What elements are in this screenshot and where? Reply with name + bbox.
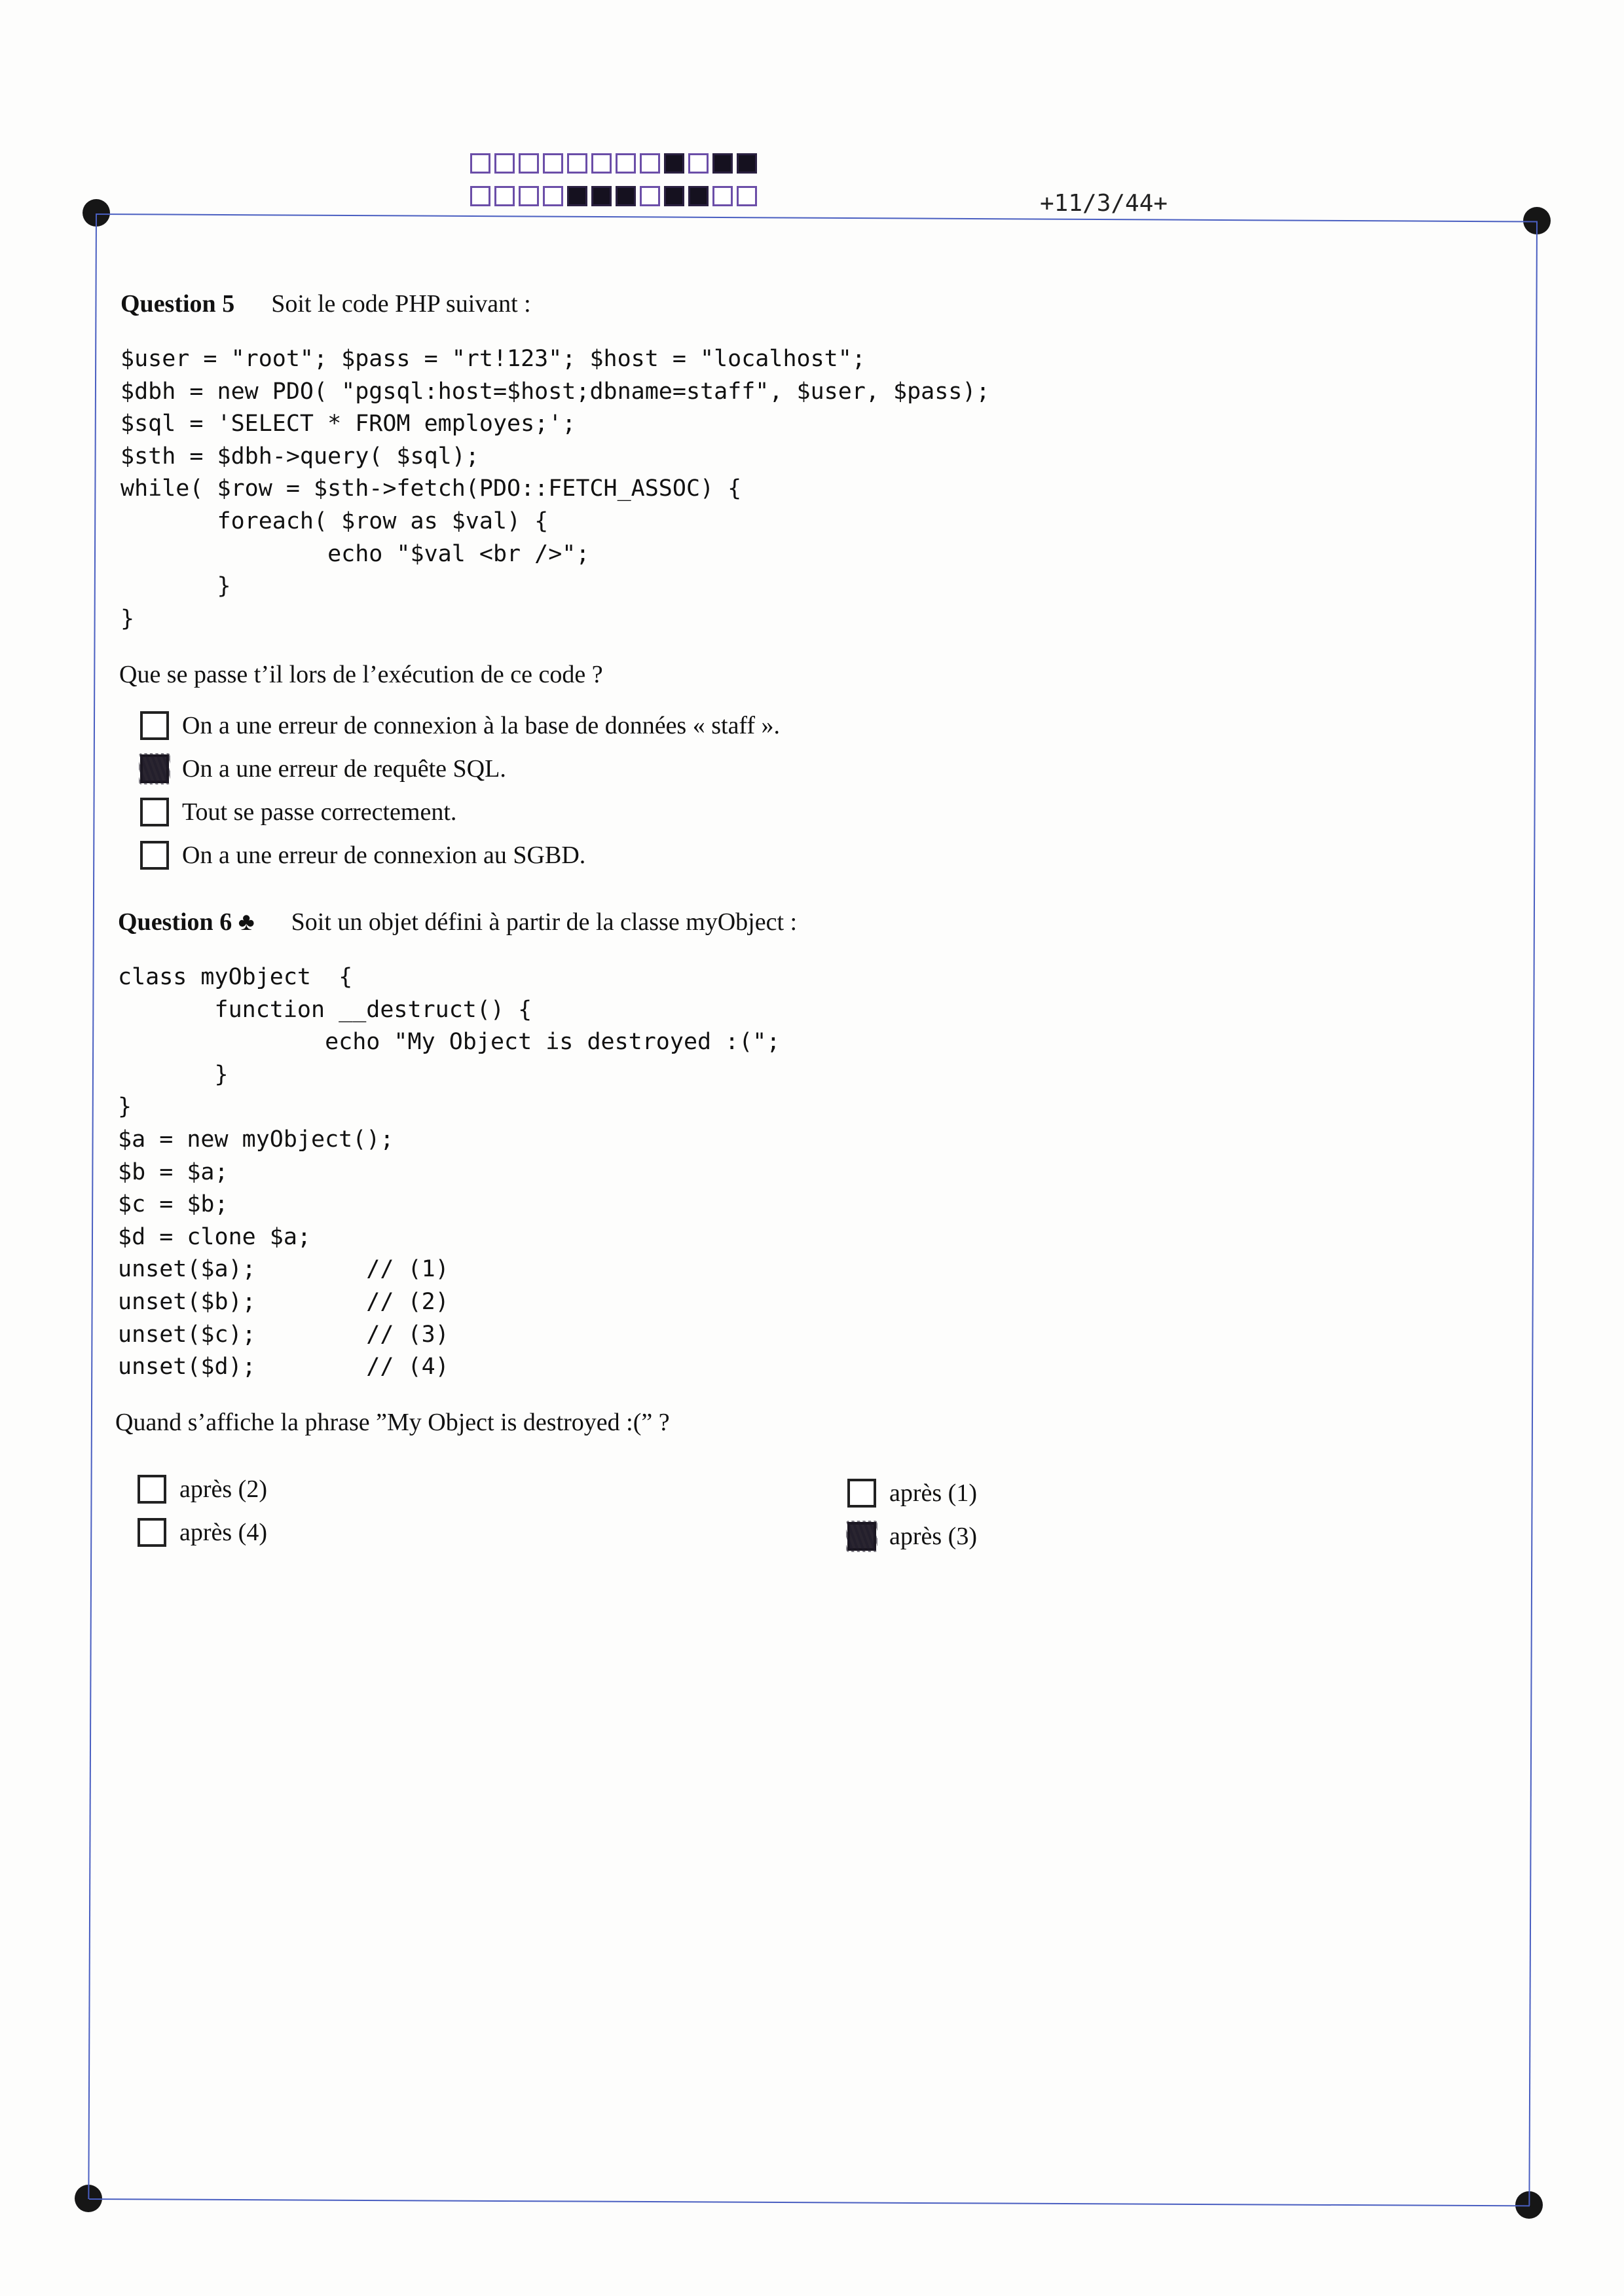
id-cell [688,153,709,174]
checkbox[interactable] [847,1522,876,1551]
question-6-option-1[interactable] [138,1475,267,1504]
id-cell [664,186,684,206]
id-cell [567,153,587,174]
checkbox[interactable] [140,798,169,826]
question-6-option-2[interactable] [138,1518,267,1547]
option-label: On a une erreur de connexion au SGBD. [182,842,586,869]
id-cell [737,186,757,206]
id-cell [616,186,636,206]
id-cell [494,153,515,174]
checkbox[interactable] [138,1475,166,1504]
question-6-code: class myObject { function __destruct() { echo "My Object is destroyed :("; } } $a = new myObject(); $b = $a; $c = $b; $d = clone $a; unset($a); // (1) unset($b); // (2) unset($c); // (3) unset($d); // (4) [118,964,781,1380]
student-id-row-2 [470,186,761,206]
id-cell [664,153,684,174]
id-cell [519,153,539,174]
id-cell [470,153,490,174]
checkbox[interactable] [140,711,169,740]
question-5-option-1[interactable] [140,711,780,740]
question-6-option-3[interactable] [847,1479,977,1508]
question-6-option-4[interactable] [847,1522,977,1551]
frame-left [88,213,97,2199]
checkbox[interactable] [847,1479,876,1508]
question-6-prompt: Quand s’affiche la phrase ”My Object is destroyed :(” ? [115,1409,670,1436]
id-cell [567,186,587,206]
question-6-heading [118,908,797,936]
option-label: après (1) [889,1479,977,1507]
option-label: après (2) [179,1475,267,1503]
question-5-option-3[interactable] [140,798,456,826]
frame-top [97,213,1538,223]
question-5-number: Question 5 [120,290,235,318]
frame-bottom [89,2198,1530,2206]
id-cell [712,153,733,174]
question-5-heading [120,289,531,318]
student-id-row-1 [470,153,761,174]
question-5-code: $user = "root"; $pass = "rt!123"; $host = "localhost"; $dbh = new PDO( "pgsql:host=$host;dbname=staff", $user, $pass); $sql = 'SELECT * FROM employes;'; $sth = $dbh->query( $sql); while( $row = $sth->fetch(PDO::FETCH_ASSOC) { foreach( $row as $val) { echo "$val <br />"; } } [120,346,990,632]
checkbox[interactable] [140,754,169,783]
frame-right [1528,221,1538,2206]
id-cell [543,186,563,206]
id-cell [591,186,612,206]
option-label: après (4) [179,1519,267,1546]
id-cell [616,153,636,174]
option-label: Tout se passe correctement. [182,798,457,826]
id-cell [519,186,539,206]
question-5-title: Soit le code PHP suivant : [271,290,531,318]
id-cell [543,153,563,174]
id-cell [470,186,490,206]
question-5-prompt: Que se passe t’il lors de l’exécution de ce code ? [119,661,603,688]
checkbox[interactable] [138,1518,166,1547]
id-cell [712,186,733,206]
id-cell [688,186,709,206]
id-cell [737,153,757,174]
question-5-option-2[interactable] [140,754,506,783]
id-cell [640,186,660,206]
question-5-option-4[interactable] [140,841,585,870]
page-id: +11/3/44+ [1040,190,1168,217]
question-6-number: Question 6 ♣ [118,908,255,936]
id-cell [591,153,612,174]
question-6-title: Soit un objet défini à partir de la classe myObject : [291,908,798,936]
id-cell [494,186,515,206]
checkbox[interactable] [140,841,169,870]
id-cell [640,153,660,174]
option-label: après (3) [889,1523,977,1550]
option-label: On a une erreur de connexion à la base de données « staff ». [182,712,781,739]
option-label: On a une erreur de requête SQL. [182,755,506,783]
